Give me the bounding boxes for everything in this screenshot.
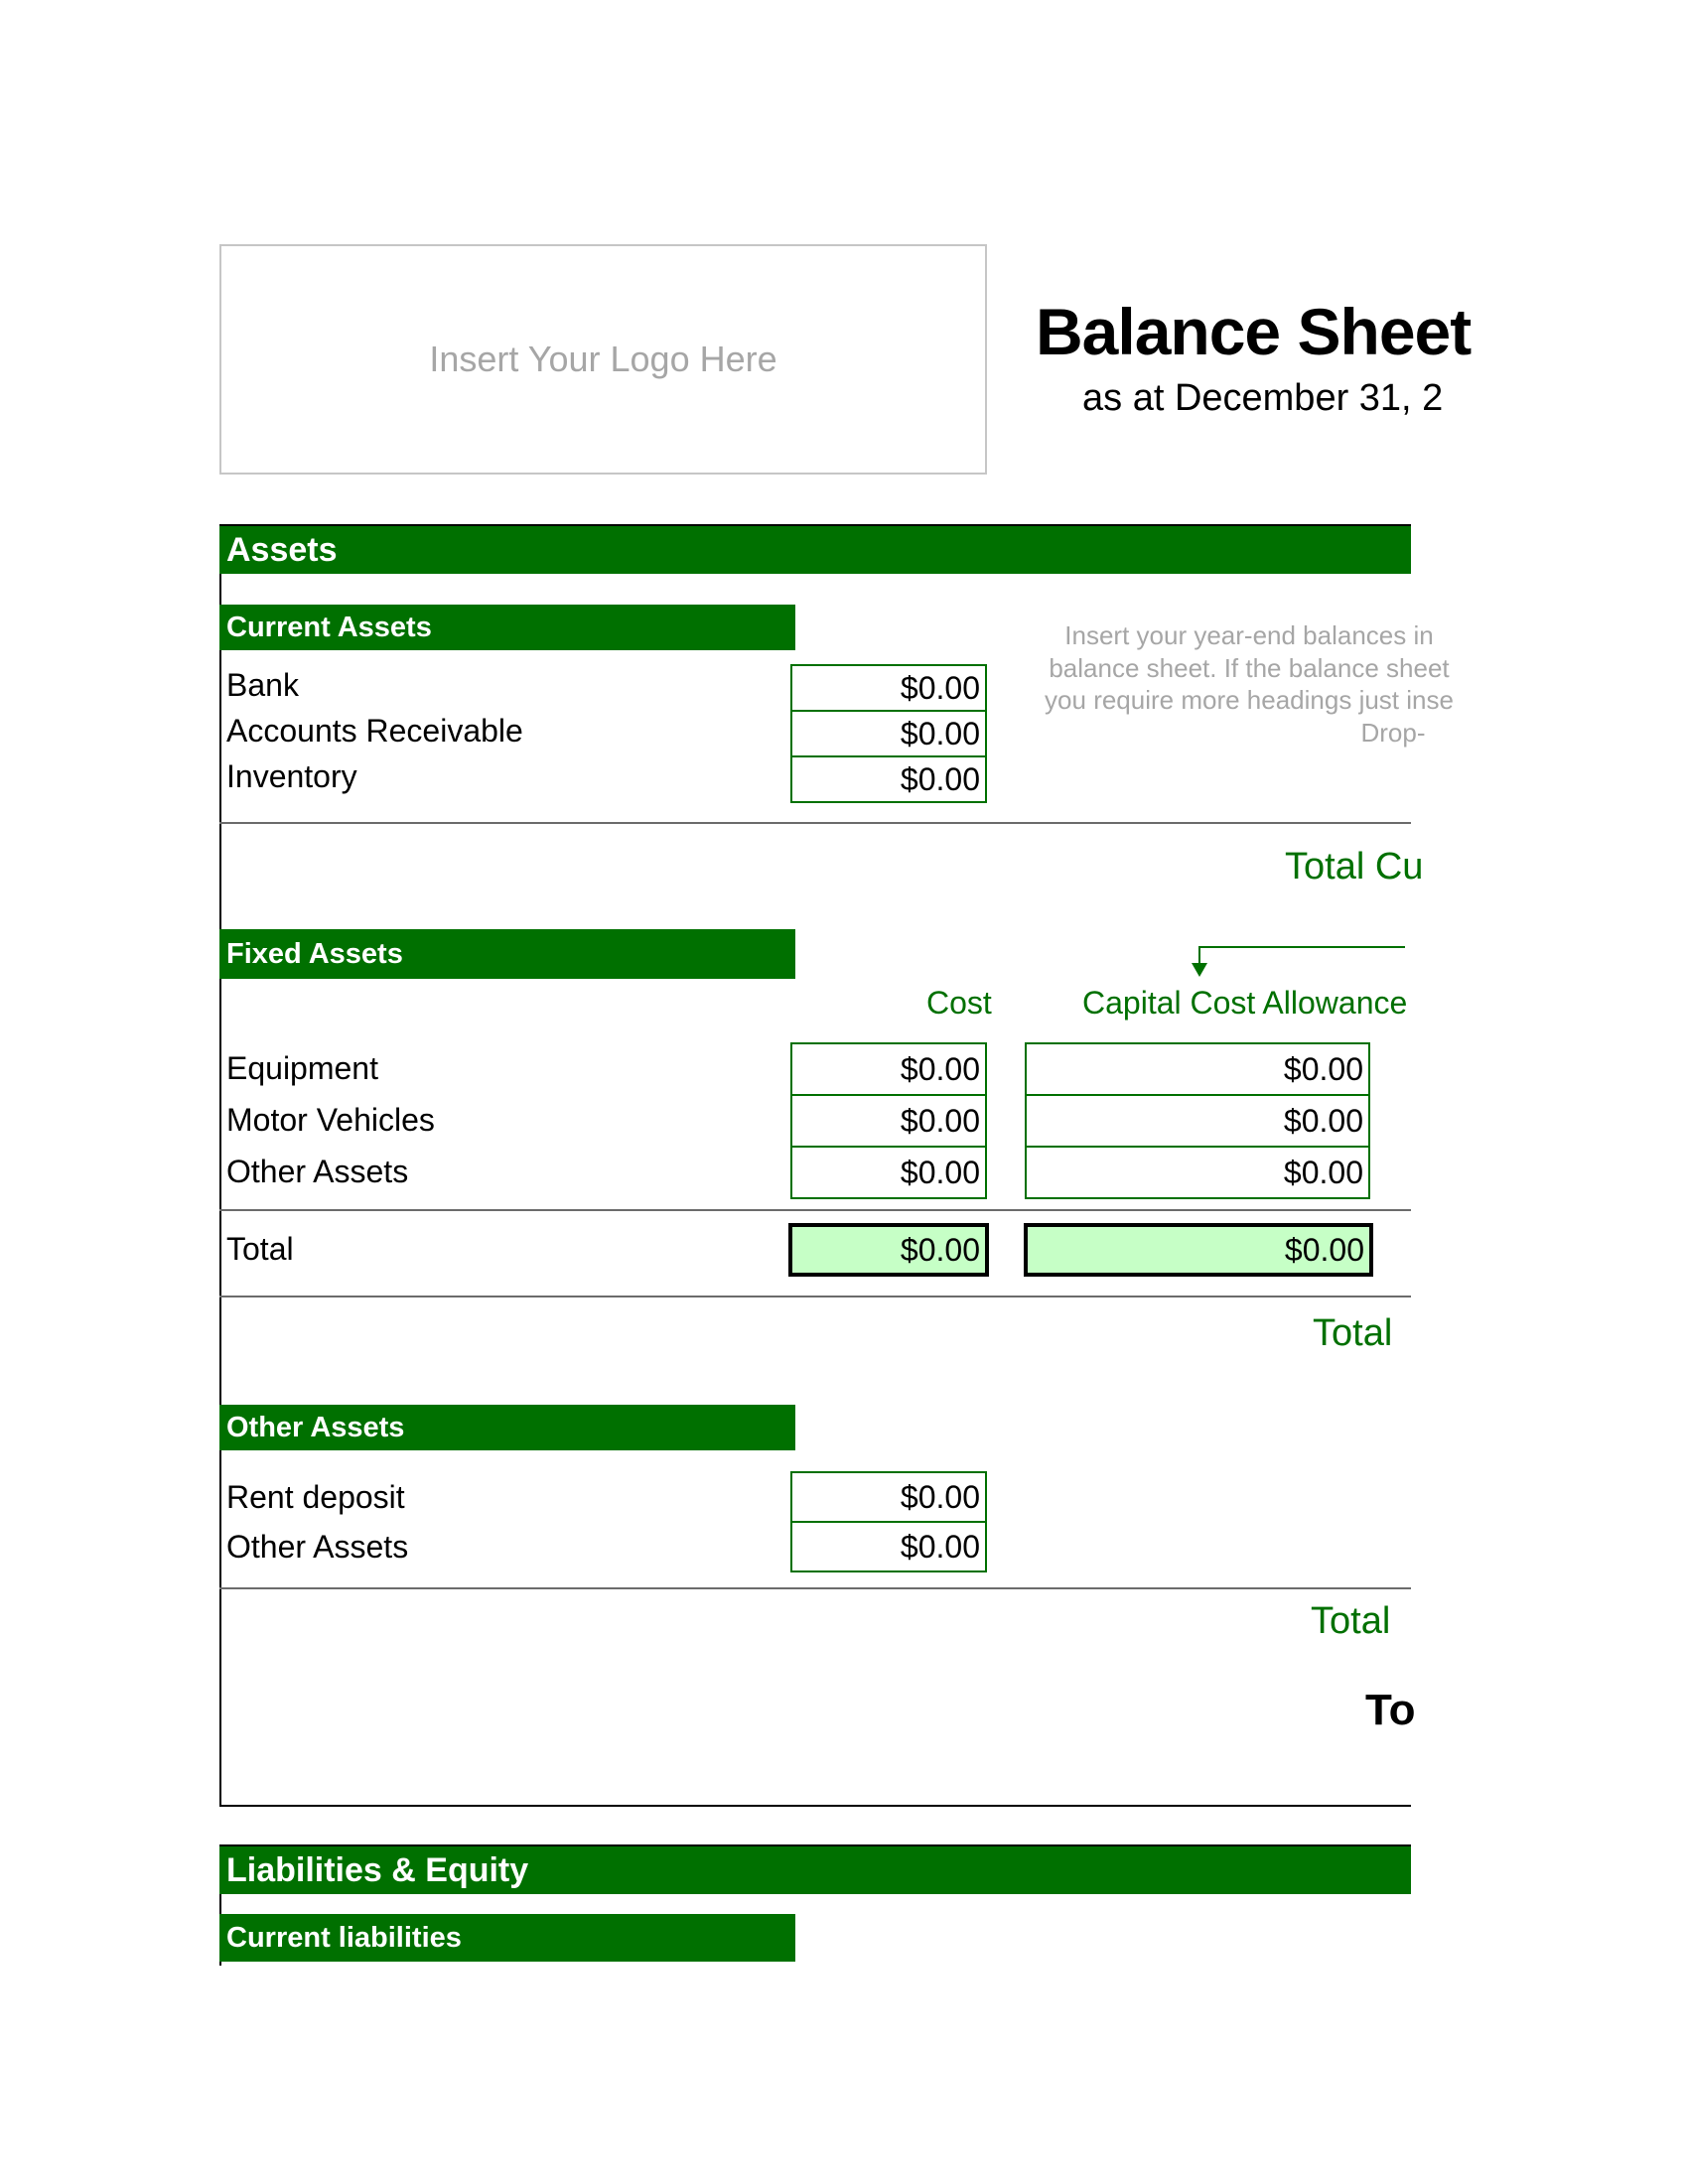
note-line: Insert your year-end balances in (1064, 620, 1434, 650)
total-current-assets-label: Total Cu (1285, 846, 1424, 887)
input-other-assets-cca[interactable]: $0.00 (1025, 1146, 1370, 1199)
current-liabilities-title: Current liabilities (226, 1921, 462, 1954)
total-assets-label: To (1365, 1686, 1416, 1734)
other-assets-header (219, 1405, 795, 1450)
input-motor-vehicles-cca[interactable]: $0.00 (1025, 1094, 1370, 1148)
page-title: Balance Sheet (1036, 295, 1472, 368)
input-rent-deposit[interactable]: $0.00 (790, 1471, 987, 1523)
input-accounts-receivable[interactable]: $0.00 (790, 710, 987, 757)
fixed-total-cca: $0.00 (1024, 1223, 1373, 1277)
row-label-rent-deposit: Rent deposit (226, 1479, 405, 1515)
total-fixed-assets-label: Total (1313, 1312, 1393, 1354)
divider (219, 1587, 1411, 1589)
input-inventory[interactable]: $0.00 (790, 755, 987, 803)
column-header-capital-cost-allowance: Capital Cost Allowance (1082, 985, 1408, 1021)
input-bank[interactable]: $0.00 (790, 664, 987, 712)
row-label-inventory: Inventory (226, 758, 357, 794)
instruction-note (1041, 619, 1458, 749)
page-subtitle: as at December 31, 2 (1082, 377, 1444, 419)
input-other-assets-2[interactable]: $0.00 (790, 1521, 987, 1572)
assets-section-title: Assets (226, 530, 338, 569)
row-label-equipment: Equipment (226, 1050, 378, 1086)
input-equipment-cost[interactable]: $0.00 (790, 1042, 987, 1096)
row-label-other-assets-2: Other Assets (226, 1529, 409, 1565)
note-line: balance sheet. If the balance sheet (1049, 652, 1450, 683)
logo-placeholder-text: Insert Your Logo Here (429, 339, 777, 379)
fixed-assets-title: Fixed Assets (226, 937, 403, 970)
assets-frame-left (219, 524, 221, 1807)
divider (219, 1209, 1411, 1211)
divider (219, 1296, 1411, 1297)
total-other-assets-label: Total (1311, 1600, 1391, 1642)
input-equipment-cca[interactable]: $0.00 (1025, 1042, 1370, 1096)
liabilities-section-header (219, 1844, 1411, 1894)
input-motor-vehicles-cost[interactable]: $0.00 (790, 1094, 987, 1148)
fixed-assets-header (219, 929, 795, 979)
current-liabilities-header (219, 1914, 795, 1962)
row-label-other-assets: Other Assets (226, 1154, 409, 1189)
row-label-fixed-total: Total (226, 1231, 294, 1267)
note-line: you require more headings just inse (1045, 685, 1454, 715)
row-label-accounts-receivable: Accounts Receivable (226, 713, 523, 749)
current-assets-title: Current Assets (226, 611, 432, 643)
assets-section-header (219, 524, 1411, 574)
input-other-assets-cost[interactable]: $0.00 (790, 1146, 987, 1199)
row-label-motor-vehicles: Motor Vehicles (226, 1102, 435, 1138)
row-label-bank: Bank (226, 667, 299, 703)
assets-frame-bottom (219, 1805, 1411, 1807)
divider (219, 822, 1411, 824)
column-header-cost: Cost (926, 985, 992, 1021)
logo-placeholder[interactable] (219, 244, 987, 475)
liabilities-section-title: Liabilities & Equity (226, 1850, 529, 1889)
arrow-connector-icon (1187, 941, 1415, 981)
current-assets-header (219, 605, 795, 650)
fixed-total-cost: $0.00 (788, 1223, 989, 1277)
other-assets-title: Other Assets (226, 1411, 405, 1443)
note-line: Drop- (1360, 717, 1426, 748)
